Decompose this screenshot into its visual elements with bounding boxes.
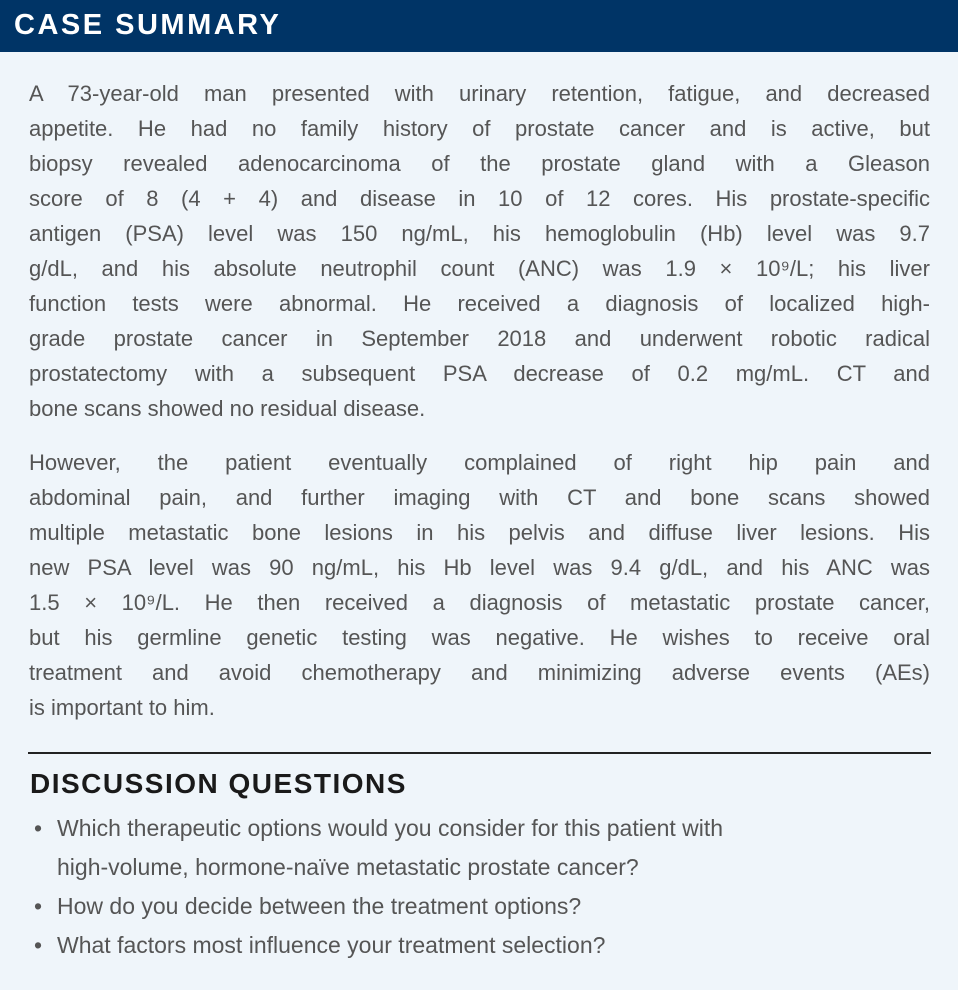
question-line: Which therapeutic options would you consider for this patient with <box>57 815 724 841</box>
paragraph-line: bone scans showed no residual disease. <box>29 396 426 421</box>
paragraph-line: is important to him. <box>29 695 215 720</box>
paragraph-line: prostatectomy with a subsequent PSA decrease of 0.2 mg/mL. CT and <box>29 361 930 386</box>
question-line: high-volume, hormone-naïve metastatic prostate cancer? <box>57 854 639 880</box>
case-paragraph-1 <box>29 76 930 426</box>
paragraph-line: but his germline genetic testing was negative. He wishes to receive oral <box>29 625 930 650</box>
bullet-icon: • <box>34 815 43 841</box>
bullet-icon: • <box>34 893 43 919</box>
discussion-question <box>30 887 723 926</box>
case-summary-title: CASE SUMMARY <box>14 9 282 41</box>
discussion-question <box>30 926 723 965</box>
paragraph-line: grade prostate cancer in September 2018 and underwent robotic radical <box>29 326 930 351</box>
paragraph-line: 1.5 × 10⁹/L. He then received a diagnosis of metastatic prostate cancer, <box>29 590 930 615</box>
paragraph-line: multiple metastatic bone lesions in his pelvis and diffuse liver lesions. His <box>29 520 930 545</box>
paragraph-line: treatment and avoid chemotherapy and minimizing adverse events (AEs) <box>29 660 930 685</box>
discussion-questions-list <box>30 809 723 965</box>
paragraph-line: biopsy revealed adenocarcinoma of the prostate gland with a Gleason <box>29 151 930 176</box>
case-paragraph-2 <box>29 445 930 725</box>
case-summary-header <box>0 0 958 52</box>
paragraph-line: function tests were abnormal. He received a diagnosis of localized high- <box>29 291 930 316</box>
paragraph-line: appetite. He had no family history of prostate cancer and is active, but <box>29 116 930 141</box>
discussion-question <box>30 809 723 887</box>
bullet-icon: • <box>34 932 43 958</box>
paragraph-line: new PSA level was 90 ng/mL, his Hb level was 9.4 g/dL, and his ANC was <box>29 555 930 580</box>
paragraph-line: A 73-year-old man presented with urinary retention, fatigue, and decreased <box>29 81 930 106</box>
paragraph-line: antigen (PSA) level was 150 ng/mL, his hemoglobulin (Hb) level was 9.7 <box>29 221 930 246</box>
paragraph-line: score of 8 (4 + 4) and disease in 10 of 12 cores. His prostate-specific <box>29 186 930 211</box>
paragraph-line: g/dL, and his absolute neutrophil count (ANC) was 1.9 × 10⁹/L; his liver <box>29 256 930 281</box>
question-line: What factors most influence your treatment selection? <box>57 932 606 958</box>
discussion-questions-title: DISCUSSION QUESTIONS <box>30 768 407 799</box>
question-line: How do you decide between the treatment options? <box>57 893 582 919</box>
paragraph-line: abdominal pain, and further imaging with CT and bone scans showed <box>29 485 930 510</box>
section-divider <box>28 752 931 754</box>
paragraph-line: However, the patient eventually complained of right hip pain and <box>29 450 930 475</box>
